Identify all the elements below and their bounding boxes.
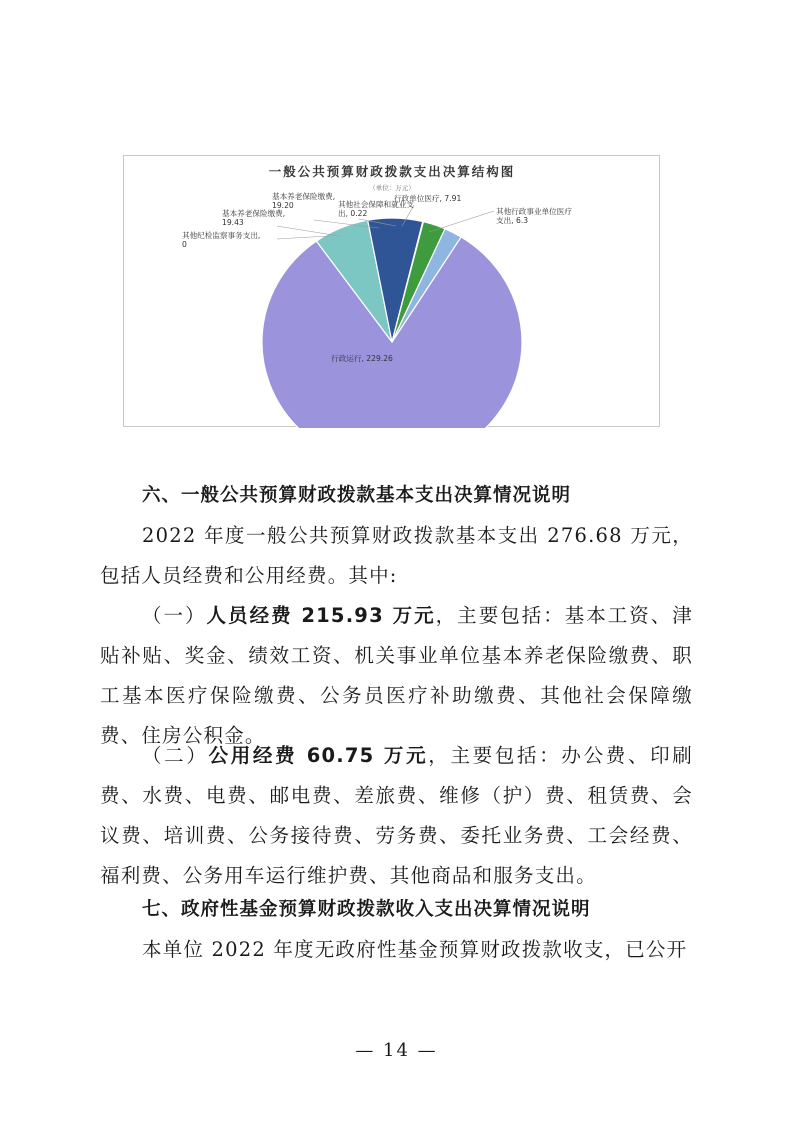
chart-title: 一般公共预算财政拨款支出决算结构图	[268, 164, 516, 179]
page-number: — 14 —	[355, 1040, 438, 1061]
section7-text: 本单位 2022 年度无政府性基金预算财政拨款收支，已公开	[142, 938, 688, 961]
pie-chart	[123, 155, 660, 427]
section6-intro: 2022 年度一般公共预算财政拨款基本支出 276.68 万元，包括人员经费和公用经费。其中:	[100, 524, 693, 587]
pie-chart-svg	[124, 156, 661, 428]
leader-line	[429, 211, 494, 232]
leader-line	[277, 226, 339, 236]
personnel-amount: 人员经费 215.93 万元	[206, 604, 436, 627]
pie-data-label: 行政运行, 229.26	[331, 354, 393, 363]
personnel-text: ，主要包括：基本工资、津贴补贴、奖金、绩效工资、机关事业单位基本养老保险缴费、职工基本医疗保险缴费、公务员医疗补助缴费、其他社会保障缴费、住房公积金。	[100, 604, 693, 747]
public-text: ，主要包括：办公费、印刷费、水费、电费、邮电费、差旅费、维修（护）费、租赁费、会议费、培训费、公务接待费、劳务费、委托业务费、工会经费、福利费、公务用车运行维护费、其他商品和服务支出。	[100, 744, 694, 887]
section6-heading: 六、一般公共预算财政拨款基本支出决算情况说明	[142, 485, 572, 506]
section7-heading: 七、政府性基金预算财政拨款收入支出决算情况说明	[142, 899, 591, 920]
chart-subtitle: （单位：万元）	[369, 184, 415, 192]
personnel-prefix: （一）	[142, 604, 207, 627]
pie-data-label: 行政单位医疗, 7.91	[394, 194, 462, 203]
pie-data-label: 基本养老保险缴费, 19.20	[272, 192, 336, 210]
pie-data-label: 其他行政事业单位医疗支出, 6.3	[496, 207, 572, 225]
public-prefix: （二）	[142, 744, 209, 767]
pie-data-label: 其他纪检监察事务支出, 0	[182, 231, 261, 249]
pie-data-label: 其他社会保障和就业支出, 0.22	[338, 200, 414, 218]
public-paragraph	[100, 736, 693, 896]
personnel-paragraph	[100, 596, 693, 756]
pie-slices	[262, 218, 522, 428]
pie-data-label: 基本养老保险缴费, 19.43	[222, 209, 286, 227]
public-amount: 公用经费 60.75 万元	[208, 744, 429, 767]
